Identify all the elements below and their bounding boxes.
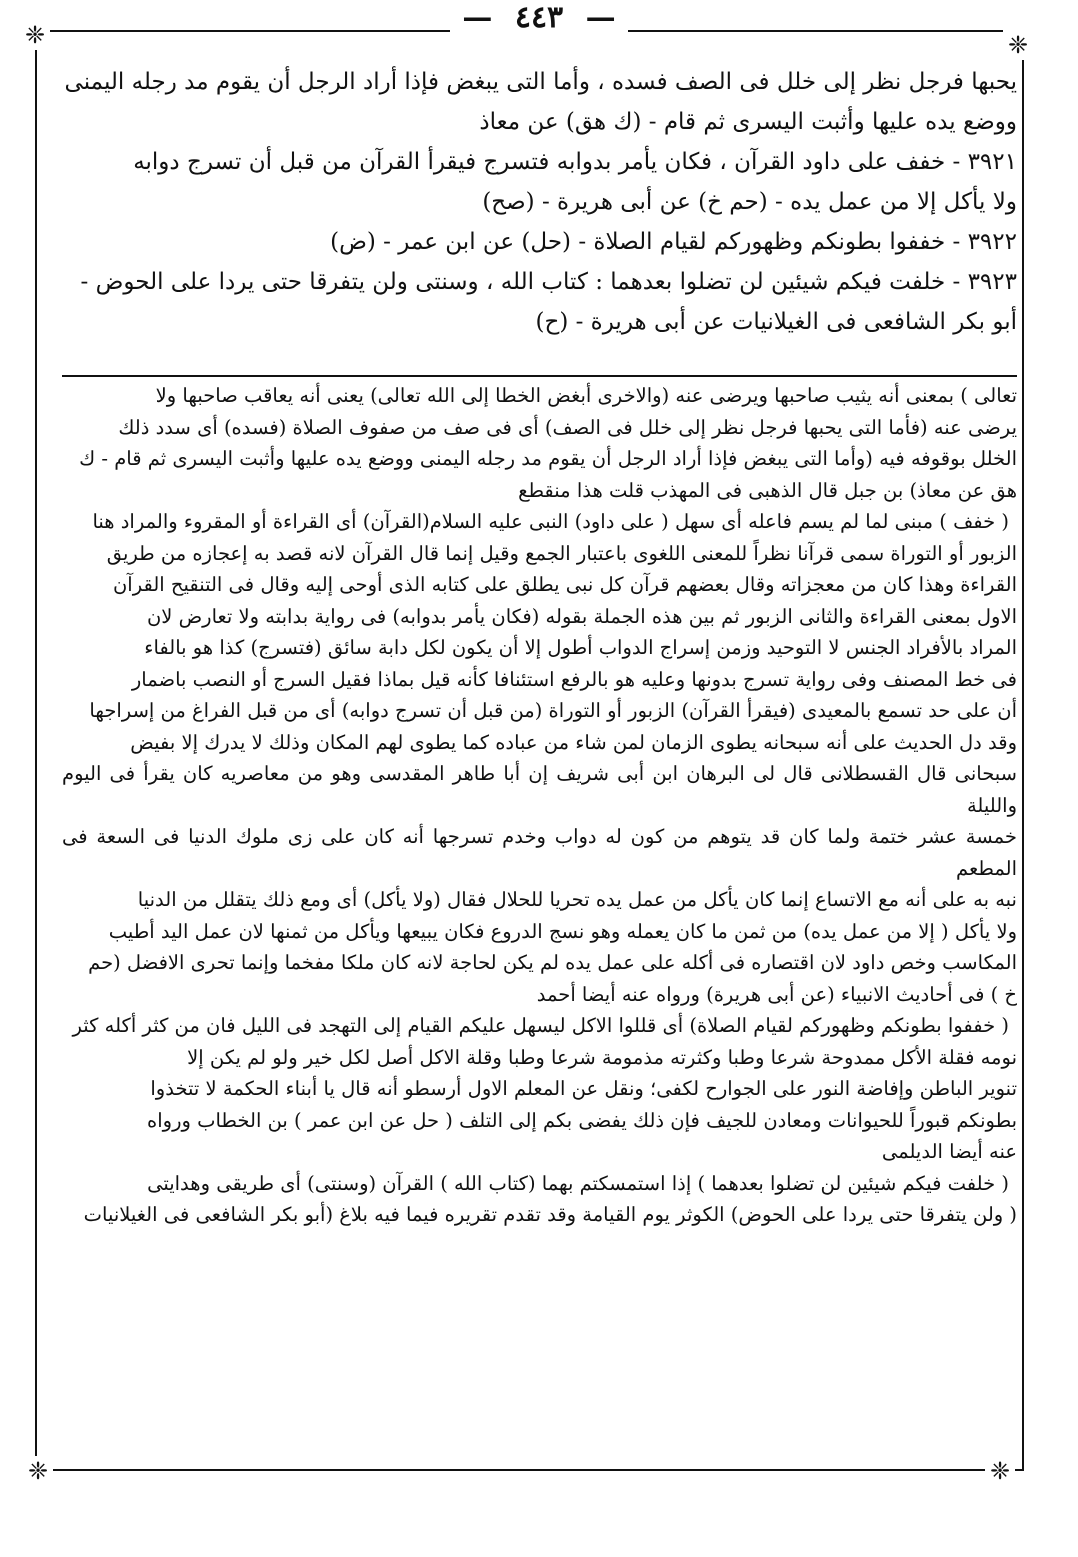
ornament-icon: ❈: [989, 1457, 1011, 1485]
ornament-icon: ❈: [24, 21, 46, 49]
commentary-line: تعالى ) بمعنى أنه يثيب صاحبها ويرضى عنه (والاخرى أبغض الخطا إلى الله تعالى) يعنى أنه يعاقب صاحبها ولا: [155, 384, 1017, 407]
commentary-line: ( ولن يتفرقا حتى يردا على الحوض) الكوثر يوم القيامة وقد تقدم تقريره فيما فيه بلاغ (أبو بكر الشافعى فى الغيلانيات: [83, 1203, 1017, 1226]
hadith-line: أبو بكر الشافعى فى الغيلانيات عن أبى هريرة - (ح): [535, 309, 1017, 335]
commentary-line: المكاسب وخص داود لان اقتصاره فى أكله على عمل يده لم يكن لحاجة لانه كان ملكا مفخما وإنما تحرى الافضل (حم: [88, 951, 1017, 974]
corner-ornament-bottom-right: [985, 1456, 1015, 1486]
commentary-line: الخلل بوقوفه فيه (وأما التى يبغض فإذا أراد الرجل أن يقوم مد رجله اليمنى ووضع يده عليها وأثبت اليسرى ثم قام - ك: [79, 447, 1017, 470]
corner-ornament-bottom-left: [23, 1456, 53, 1486]
page-number: — ٤٤٣ —: [0, 0, 1078, 36]
commentary-line: ( خفف ) مبنى لما لم يسم فاعله أى سهل ( على داود) النبى عليه السلام(القرآن) أى القراءة أو المقروء والمراد هنا: [92, 510, 1009, 533]
commentary-section: [62, 380, 1017, 1231]
commentary-line: وقد دل الحديث على أنه سبحانه يطوى الزمان لمن شاء من عباده كما يطوى لهم المكان وذلك لا يدرك إلا بفيض: [130, 730, 1017, 754]
hadith-line: ووضع يده عليها وأثبت اليسرى ثم قام - (ك هق) عن معاذ: [479, 109, 1017, 135]
hadith-line: يحبها فرجل نظر إلى خلل فى الصف فسده ، وأما التى يبغض فإذا أراد الرجل أن يقوم مد رجله اليمنى: [64, 69, 1017, 95]
commentary-line: خ ) فى أحاديث الانبياء (عن أبى هريرة) ورواه عنه أيضا أحمد: [536, 982, 1017, 1006]
commentary-line: نبه به على أنه مع الاتساع إنما كان يأكل من عمل يده تحريا للحلال فقال (ولا يأكل) أى ومع ذلك يتقلل من الدنيا: [137, 888, 1017, 911]
hadith-line: ولا يأكل إلا من عمل يده - (حم خ) عن أبى هريرة - (صح): [482, 189, 1017, 215]
commentary-line: هق عن معاذ) بن جبل قال الذهبى فى المهذب قلت هذا منقطع: [518, 478, 1017, 502]
hadith-line: ٣٩٢١ - خفف على داود القرآن ، فكان يأمر بدوابه فتسرج فيقرأ القرآن من قبل أن تسرج دوابه: [133, 149, 1017, 175]
commentary-line: تنوير الباطن وإفاضة النور على الجوارح لكفى؛ ونقل عن المعلم الاول أرسطو أنه قال يا أبناء الحكمة لا تتخذوا: [150, 1077, 1017, 1100]
commentary-line: ( خففوا بطونكم وظهوركم لقيام الصلاة) أى قللوا الاكل ليسهل عليكم القيام إلى التهجد فى الليل فان من كثر أكله كثر: [72, 1014, 1009, 1037]
commentary-line: خمسة عشر ختمة ولما كان قد يتوهم من كون له دواب وخدم تسرجها أنه كان على زى ملوك الدنيا فى السعة فى المطعم: [62, 825, 1017, 880]
commentary-line: المراد بالأفراد الجنس لا التوحيد وزمن إسراج الدواب أطول إلا أن يكون لكل دابة سائق (فتسرج) كذا هو بالفاء: [144, 636, 1017, 659]
commentary-line: ( خلفت فيكم شيئين لن تضلوا بعدهما ) إذا استمسكتم بهما (كتاب الله ) القرآن (وسنتى) أى طريقى وهدايتى: [147, 1171, 1009, 1195]
hadith-line: ٣٩٢٣ - خلفت فيكم شيئين لن تضلوا بعدهما : كتاب الله ، وسنتى ولن يتفرقا حتى يردا على الحوض -: [80, 269, 1017, 295]
hadith-text-section: [62, 62, 1017, 342]
commentary-line: سبحانى قال القسطلانى قال لى البرهان ابن أبى شريف إن أبا طاهر المقدسى وهو من معاصريه كان يقرأ فى اليوم والليلة: [62, 762, 1017, 817]
commentary-line: فى خط المصنف وفى رواية تسرج بدونها وعليه هو بالرفع استئنافا كأنه قيل بماذا فقيل السرج أو النصب باضمار: [131, 667, 1017, 691]
commentary-line: أن على حد تسمع بالمعيدى (فيقرأ القرآن) الزبور أو التوراة (من قبل أن تسرج دوابه) أى من قبل الفراغ من إسراجها: [89, 699, 1017, 722]
commentary-line: نومه فقلة الأكل ممدوحة شرعا وطبا وكثرته مذمومة شرعا وطبا وقلة الاكل أصل لكل خير ولو لم يكن إلا: [187, 1045, 1017, 1069]
commentary-line: ولا يأكل ( إلا من عمل يده) من ثمن ما كان يعمله وهو نسج الدروع فكان يبيعها ويأكل من ثمنها لان عمل اليد أطيب: [108, 919, 1017, 943]
ornament-icon: ❈: [1007, 31, 1029, 59]
commentary-line: الزبور أو التوراة سمى قرآنا نظراً للمعنى اللغوى باعتبار الجمع وقيل إنما قال القرآن لانه قصد به إعجازه من طريق: [106, 541, 1017, 565]
page-number-value: ٤٤٣: [503, 0, 575, 35]
commentary-line: بطونكم قبوراً للحيوانات ومعادن للجيف فإن ذلك يفضى بكم إلى التلف ( حل عن ابن عمر ) بن الخطاب ورواه: [147, 1108, 1017, 1132]
commentary-line: القراءة وهذا كان من معجزاته وقال بعضهم قرآن كل نبى يطلق على كتابه الذى أوحى إليه وقال فى التنقيح القرآن: [112, 573, 1017, 596]
ornament-icon: ❈: [27, 1457, 49, 1485]
commentary-line: يرضى عنه (فأما التى يحبها فرجل نظر إلى خلل فى الصف) أى فى صف من صفوف الصلاة (فسده) أى سدد ذلك: [118, 415, 1017, 439]
section-divider: [62, 375, 1017, 377]
hadith-line: ٣٩٢٢ - خففوا بطونكم وظهوركم لقيام الصلاة - (حل) عن ابن عمر - (ض): [330, 229, 1017, 255]
commentary-line: الاول بمعنى القراءة والثانى الزبور ثم بين هذه الجملة بقوله (فكان يأمر بدوابه) فى رواية بدابته ولا تعارض لان: [146, 604, 1017, 628]
commentary-line: عنه أيضا الديلمى: [881, 1140, 1017, 1163]
